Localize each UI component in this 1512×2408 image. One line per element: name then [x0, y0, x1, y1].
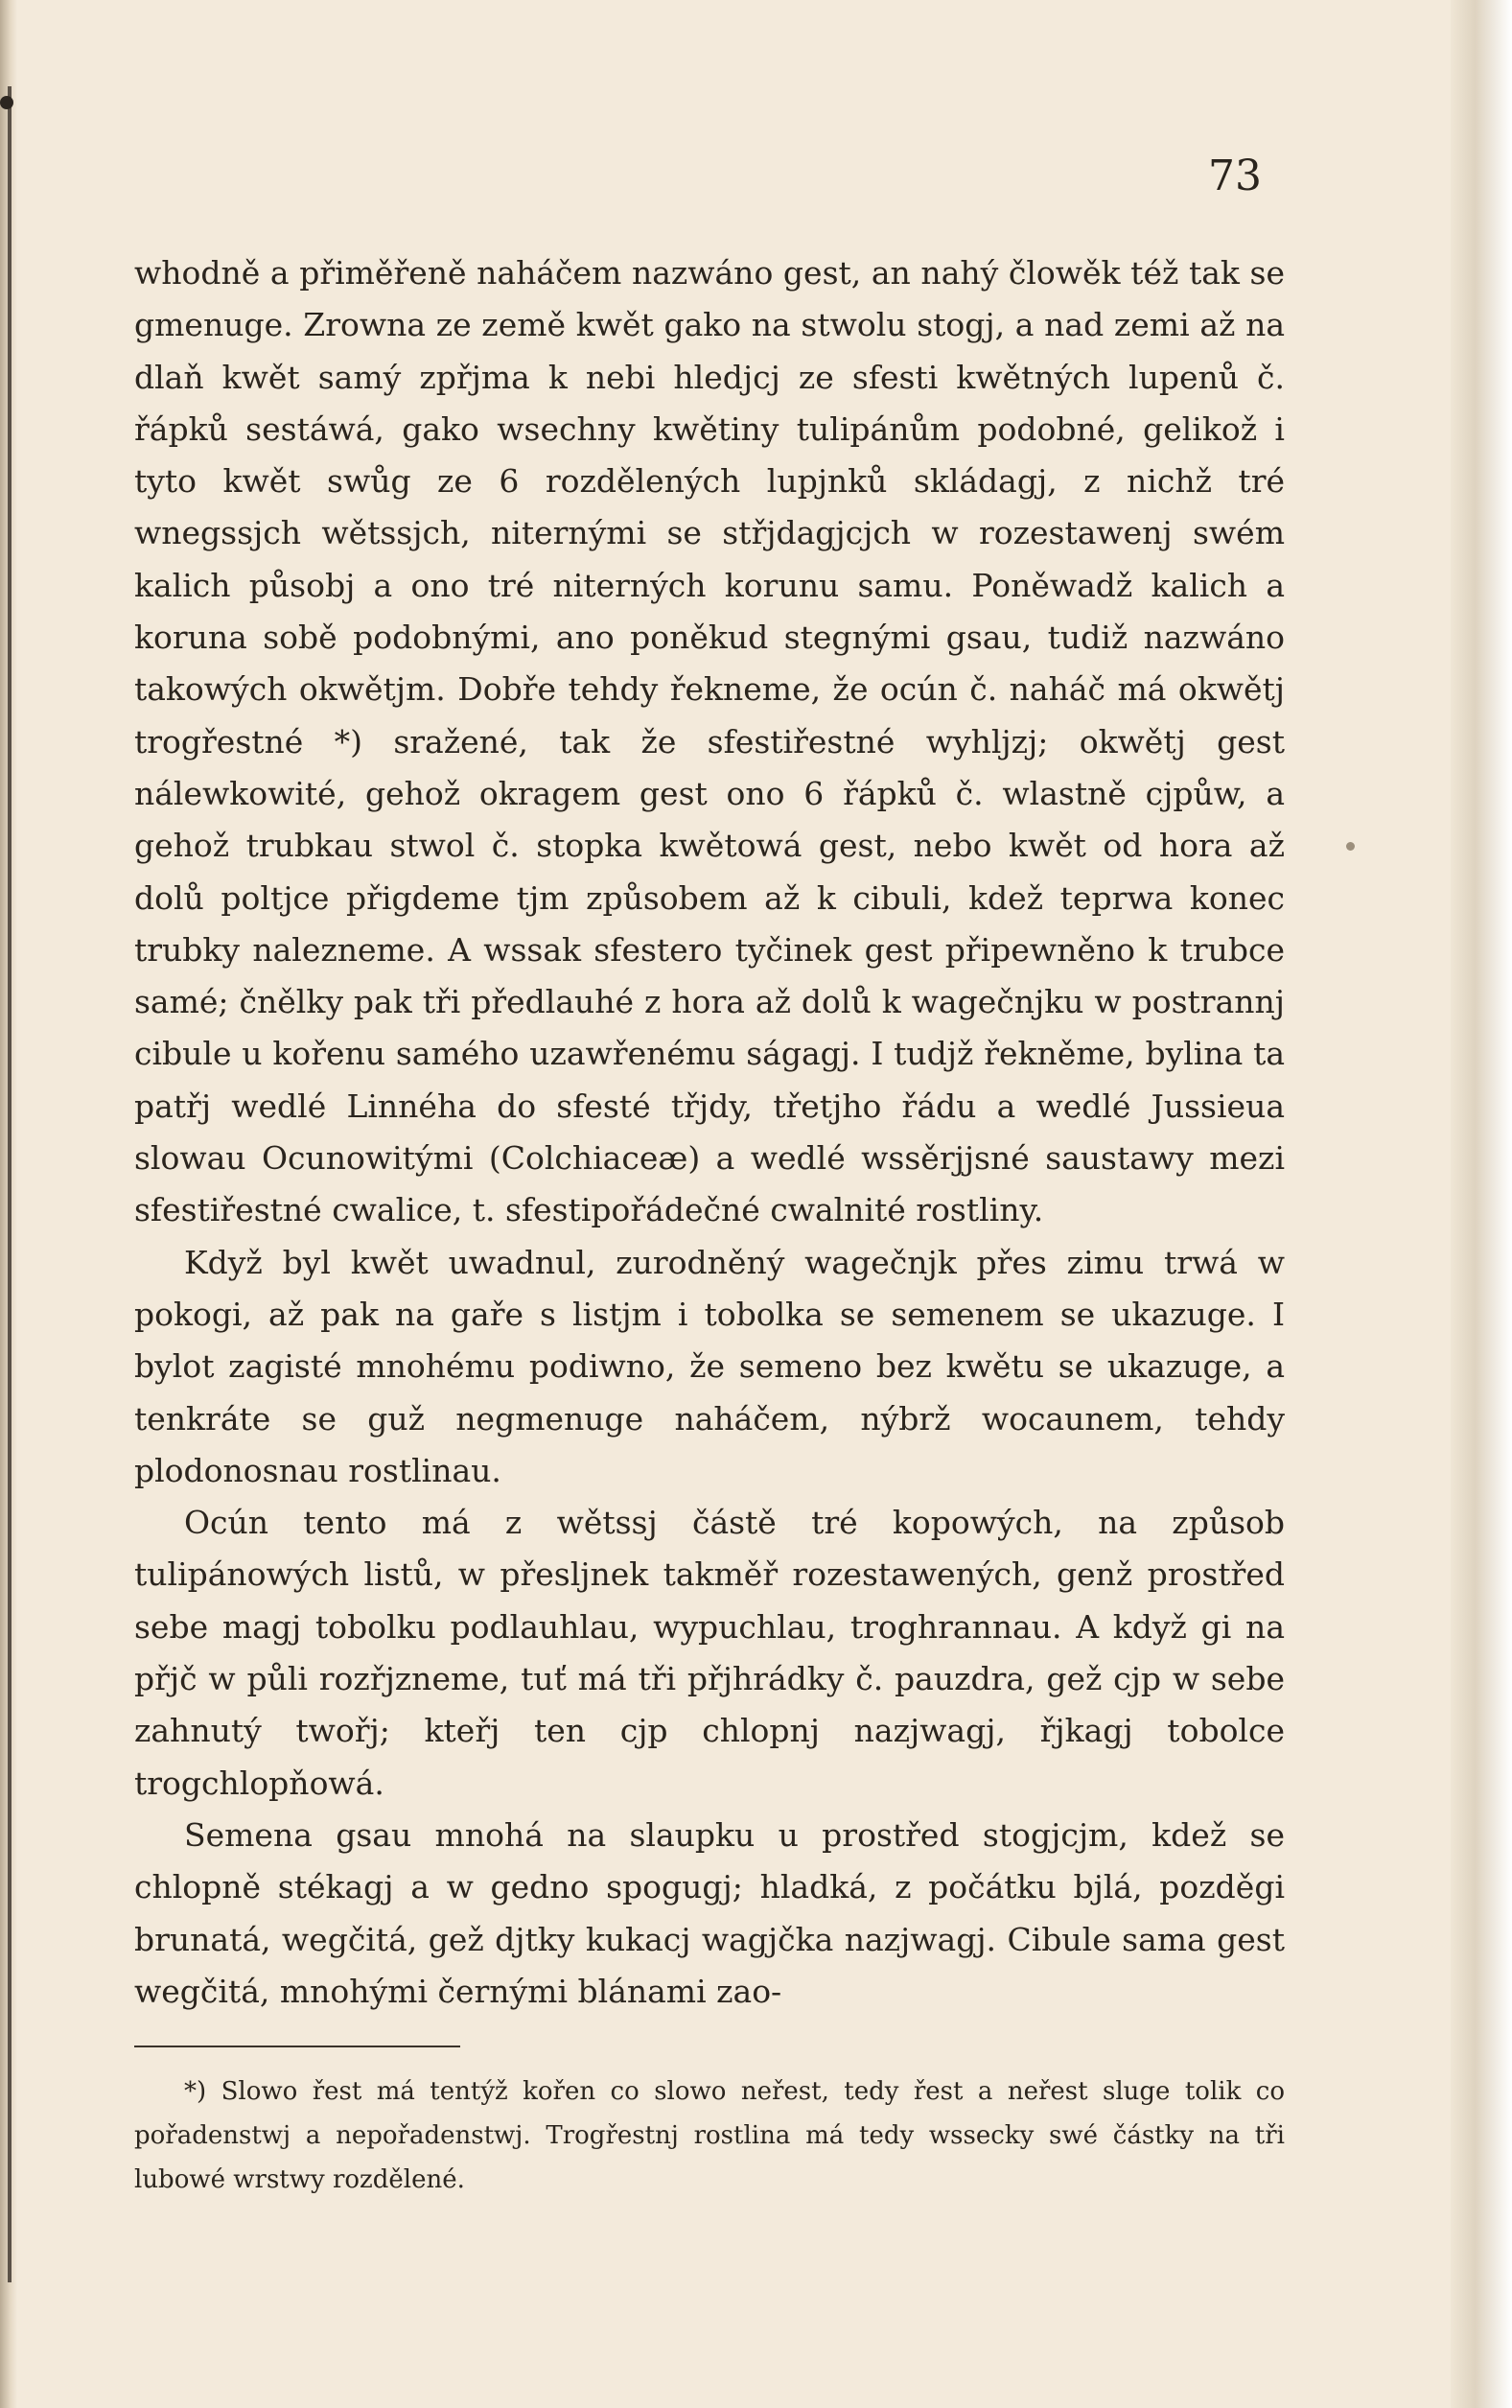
body-text	[134, 247, 1285, 2018]
page-right-edge	[1451, 0, 1512, 2408]
paragraph-4: Semena gsau mnohá na slaupku u prostřed stogjcjm, kdež se chlopně stékagj a w gedno spogugj; hladká, z počátku bjlá, pozděgi brunatá, wegčitá, gež djtky kukacj wagjčka nazjwagj. Cibule sama gest wegčitá, mnohými černými blánami zao-	[134, 1815, 1285, 2010]
footnote: *) Slowo řest má tentýž kořen co slowo neřest, tedy řest a neřest sluge tolik co pořadenstwj a nepořadenstwj. Trogřestnj rostlina má tedy wssecky swé částky na tři lubowé wrstwy rozdělené.	[134, 2077, 1285, 2194]
paragraph-3: Ocún tento má z wětssj částě tré kopowých, na způsob tulipánowých listů, w přesljnek takměř rozestawených, genž prostřed sebe magj tobolku podlauhlau, wypuchlau, troghrannau. A když gi na přjč w půli rozřjzneme, tuť má tři přjhrádky č. pauzdra, gež cjp w sebe zahnutý twořj; kteřj ten cjp chlopnj nazjwagj, řjkagj tobolce trogchlopňowá.	[134, 1504, 1285, 1802]
spine-dot-mark	[0, 96, 13, 109]
page-number: 73	[1208, 152, 1262, 200]
paragraph-1: whodně a přiměřeně naháčem nazwáno gest, an nahý člowěk též tak se gmenuge. Zrowna ze země kwět gako na stwolu stogj, a nad zemi až na dlaň kwět samý zpřjma k nebi hledjcj ze sfesti kwětných lupenů č. řápků sestáwá, gako wsechny kwětiny tulipánům podobné, gelikož i tyto kwět swůg ze 6 rozdělených lupjnků skládagj, z nichž tré wnegssjch wětssjch, niternými se střjdagjcjch w rozestawenj swém kalich působj a ono tré niterných korunu samu. Poněwadž kalich a koruna sobě podobnými, ano poněkud stegnými gsau, tudiž nazwáno takowých okwětjm. Dobře tehdy řekneme, že ocún č. naháč má okwětj trogřestné *) sražené, tak že sfestiřestné wyhljzj; okwětj gest nálewkowité, gehož okragem gest ono 6 řápků č. wlastně cjpůw, a gehož trubkau stwol č. stopka kwětowá gest, nebo kwět od hora až dolů poltjce přigdeme tjm způsobem až k cibuli, kdež teprwa konec trubky nalezneme. A wssak sfestero tyčinek gest připewněno k trubce samé; čnělky pak tři předlauhé z hora až dolů k wagečnjku w postrannj cibule u kořenu samého uzawřenému ságagj. I tudjž řekněme, bylina ta patřj wedlé Linnéha do sfesté třjdy, třetjho řádu a wedlé Jussieua slowau Ocunowitými (Colchiaceæ) a wedlé wssěrjjsné saustawy mezi sfestiřestné cwalice, t. sfestipořádečné cwalnité rostliny.	[134, 254, 1285, 1229]
paper-stain	[1346, 842, 1355, 851]
footnote-separator	[134, 2046, 460, 2047]
paragraph-2: Když byl kwět uwadnul, zurodněný wagečnjk přes zimu trwá w pokogi, až pak na gaře s listjm i tobolka se semenem se ukazuge. I bylot zagisté mnohému podiwno, že semeno bez kwětu se ukazuge, a tenkráte se guž negmenuge naháčem, nýbrž wocaunem, tehdy plodonosnau rostlinau.	[134, 1243, 1285, 1489]
spine-edge-line	[8, 86, 12, 2282]
